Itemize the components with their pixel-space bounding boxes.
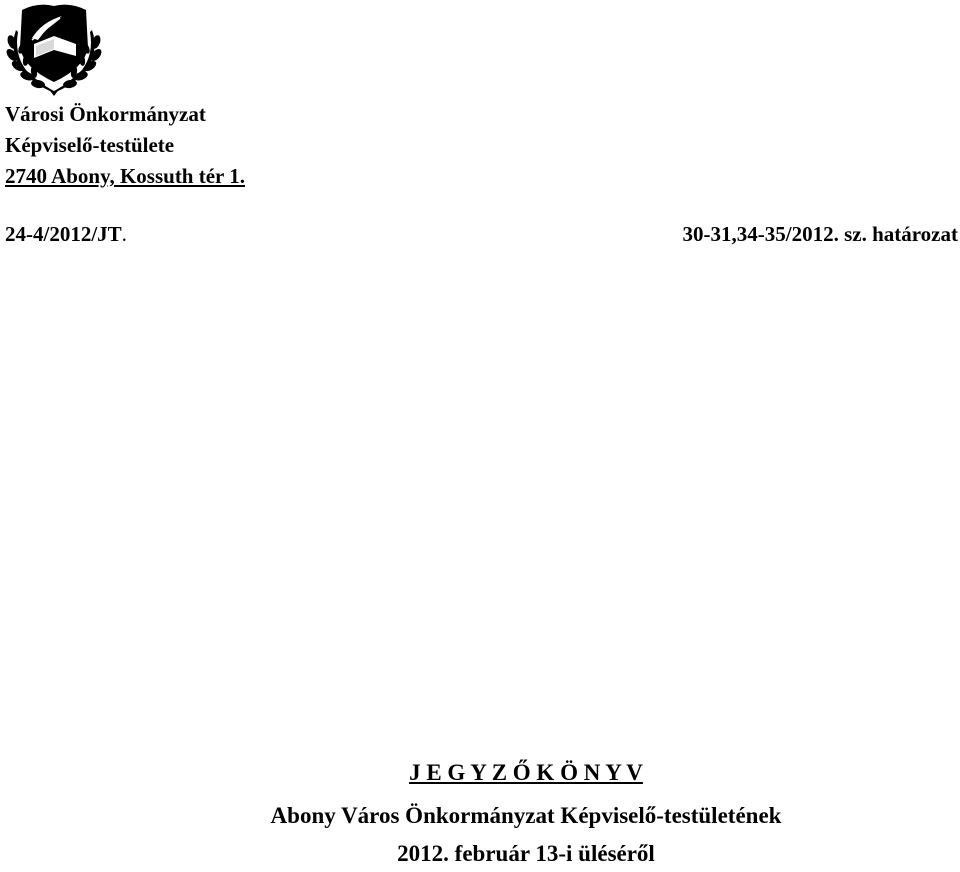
organization-name: Városi Önkormányzat (5, 102, 206, 126)
letterhead (5, 99, 245, 192)
organization-address: 2740 Abony, Kossuth tér 1. (5, 164, 245, 188)
meeting-date: 2012. február 13-i üléséről (397, 841, 655, 866)
file-number: 24-4/2012/JT (5, 222, 122, 246)
file-number-suffix: . (121, 222, 127, 246)
resolution-reference: 30-31,34-35/2012. sz. határozat (682, 222, 958, 246)
organization-body: Képviselő-testülete (5, 133, 175, 157)
coat-of-arms-icon (2, 0, 106, 98)
document-title-block (0, 757, 960, 870)
file-reference (5, 219, 127, 249)
document-title: J E G Y Z Ő K Ö N Y V (409, 760, 643, 785)
document-subtitle: Abony Város Önkormányzat Képviselő-testületének (270, 803, 782, 828)
